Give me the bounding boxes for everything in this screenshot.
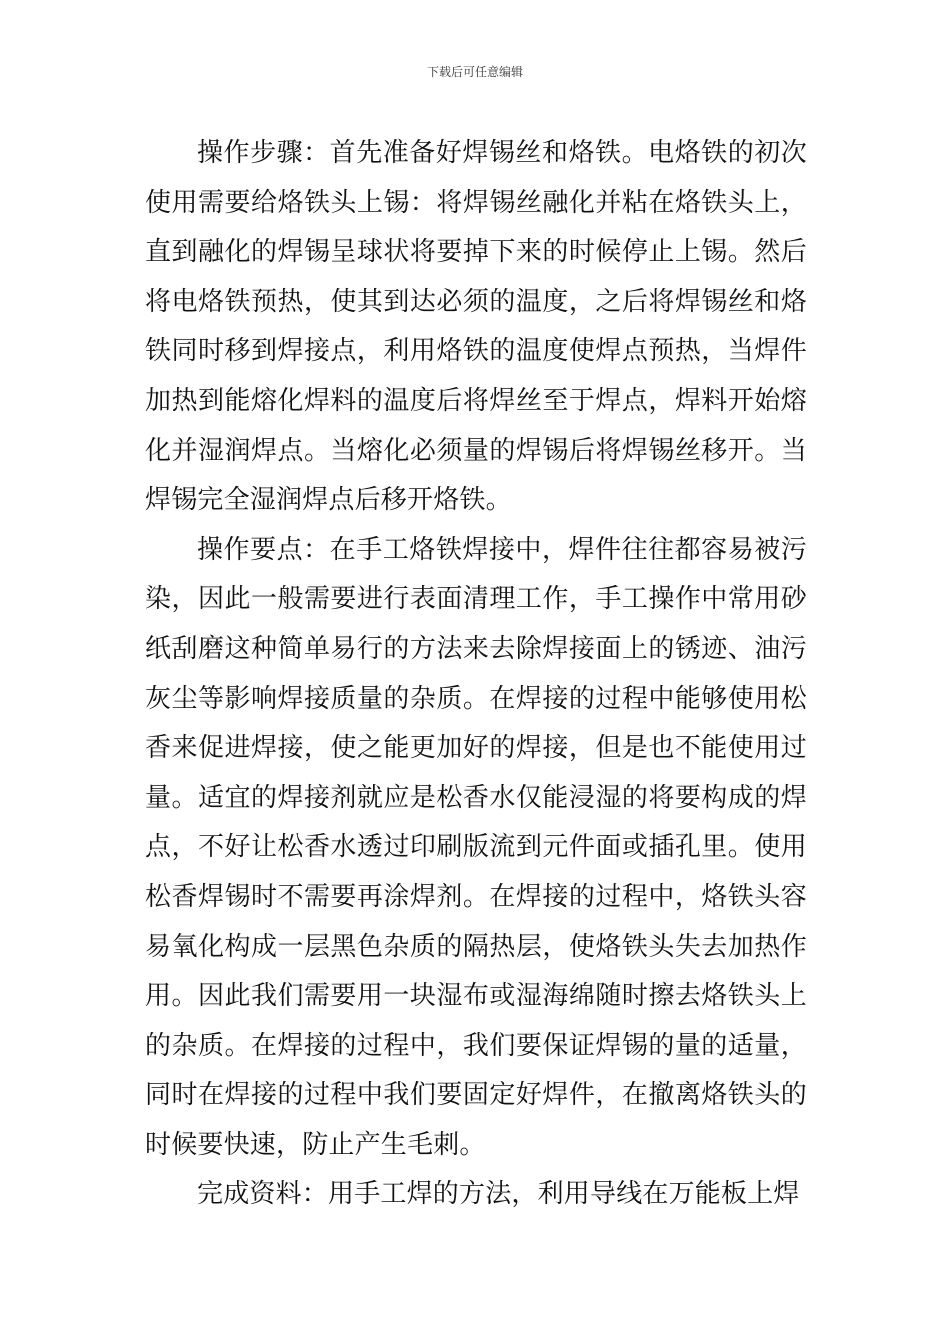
document-body	[145, 129, 807, 1220]
paragraph-operation-steps: 操作步骤：首先准备好焊锡丝和烙铁。电烙铁的初次使用需要给烙铁头上锡：将焊锡丝融化并粘在烙铁头上，直到融化的焊锡呈球状将要掉下来的时候停止上锡。然后将电烙铁预热，使其到达必须的温度，之后将焊锡丝和烙铁同时移到焊接点，利用烙铁的温度使焊点预热，当焊件加热到能熔化焊料的温度后将焊丝至于焊点，焊料开始熔化并湿润焊点。当熔化必须量的焊锡后将焊锡丝移开。当焊锡完全湿润焊点后移开烙铁。	[145, 138, 807, 516]
paragraph-completion-materials: 完成资料：用手工焊的方法，利用导线在万能板上焊	[197, 1179, 800, 1210]
page-header: 下载后可任意编辑	[426, 65, 523, 79]
paragraph-operation-points: 操作要点：在手工烙铁焊接中，焊件往往都容易被污染，因此一般需要进行表面清理工作，手工操作中常用砂纸刮磨这种简单易行的方法来去除焊接面上的锈迹、油污灰尘等影响焊接质量的杂质。在焊接的过程中能够使用松香来促进焊接，使之能更加好的焊接，但是也不能使用过量。适宜的焊接剂就应是松香水仅能浸湿的将要构成的焊点，不好让松香水透过印刷版流到元件面或插孔里。使用松香焊锡时不需要再涂焊剂。在焊接的过程中，烙铁头容易氧化构成一层黑色杂质的隔热层，使烙铁头失去加热作用。因此我们需要用一块湿布或湿海绵随时擦去烙铁头上的杂质。在焊接的过程中，我们要保证焊锡的量的适量，同时在焊接的过程中我们要固定好焊件，在撤离烙铁头的时候要快速，防止产生毛刺。	[145, 534, 807, 1160]
